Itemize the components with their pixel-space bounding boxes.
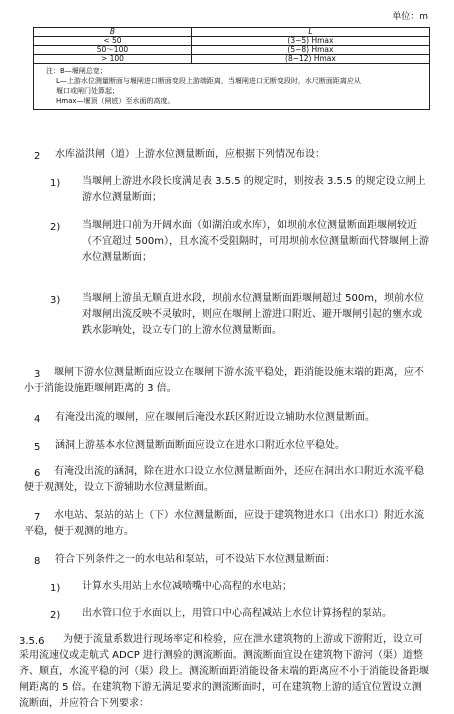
item-8-2: 出水管口位于水面以上，用管口中心高程减站上水位计算扬程的泵站。 <box>82 608 392 619</box>
row1-b: < 50 <box>34 37 192 46</box>
para-7: 水电站、泵站的站上（下）水位测量断面，应设于建筑物进水口（出水口）附近水流平稳，便于观测的地方。 <box>24 510 424 537</box>
para-6-number: 6 <box>34 468 41 479</box>
unit-label: 单位：m <box>392 12 428 22</box>
item-8-2-number: 2) <box>50 610 61 621</box>
para-4-number: 4 <box>34 414 41 425</box>
item-2-1-number: 1) <box>50 178 61 189</box>
note-l: L—上游水位测量断面与堰闸进口断面变段上游端距离，当堰闸进口无断变段时，水尺断面距离应从 <box>56 77 361 85</box>
header-b: B <box>34 28 192 37</box>
row3-l: (8~12) Hmax <box>191 55 429 64</box>
table-notes <box>34 64 430 110</box>
para-2-number: 2 <box>34 151 41 162</box>
para-5: 涵洞上游基本水位测量断面断面应设立在进水口附近水位平稳处。 <box>55 440 345 451</box>
para-6: 有淹没出流的涵洞，除在进水口设立水位测量断面外，还应在洞出水口附近水流平稳便于观测处，设立下游辅助水位测量断面。 <box>24 466 424 493</box>
para-2: 水库溢洪闸（道）上游水位测量断面，应根据下列情况布设： <box>55 149 325 160</box>
note-b: 注：B—堰闸总宽； <box>46 67 107 75</box>
note-hmax: Hmax—堰顶（闸底）至水面的高度。 <box>56 97 175 105</box>
item-8-1: 计算水头用站上水位减喷嘴中心高程的水电站； <box>82 581 292 592</box>
item-8-1-number: 1) <box>50 583 61 594</box>
row1-l: (3~5) Hmax <box>191 37 429 46</box>
section-3-5-6: 为便于流量系数进行现场率定和检验，应在泄水建筑物的上游或下游附近，设立可采用流速仪或走航式 ADCP 进行测验的测流断面。测流断面宜设在建筑物下游河（渠）道整齐、顺直，水流平稳的河（渠）段上。测流断面距消能设备末端的距离应不小于消能设备距堰闸距离的 5 倍。在建筑物下游无满足要求的测流断面时，可在建筑物上游的适宜位置设立测流断面，并应符合下列要求： <box>19 634 429 709</box>
item-2-3-number: 3) <box>50 295 61 306</box>
item-2-2: 当堰闸进口前为开阔水面（如湖泊或水库），如坝前水位测量断面距堰闸较近（不宜超过 500m），且水流不受阻隔时，可用坝前水位测量断面代替堰闸上游水位测量断面； <box>82 220 430 263</box>
length-table <box>33 27 430 110</box>
row2-b: 50～100 <box>34 46 192 55</box>
item-2-3: 当堰闸上游虽无顺直进水段，坝前水位测量断面距堰闸超过 500m，坝前水位对堰闸出流反映不灵敏时，则应在堰闸上游进口附近、避开堰闸引起的壅水或跌水影响处，设立专门的上游水位测量断面。 <box>82 293 425 336</box>
para-7-number: 7 <box>34 512 41 523</box>
para-4: 有淹没出流的堰闸，应在堰闸后淹没水跃区附近设立辅助水位测量断面。 <box>55 412 375 423</box>
section-3-5-6-number: 3.5.6 <box>19 636 45 647</box>
row3-b: > 100 <box>34 55 192 64</box>
note-l-cont: 堰口或闸门处算起； <box>56 87 119 95</box>
header-l: L <box>191 28 429 37</box>
para-3: 堰闸下游水位测量断面应设立在堰闸下游水流平稳处，距消能设施末端的距离，应不小于消能设施距堰闸距离的 3 倍。 <box>24 367 424 394</box>
para-8-number: 8 <box>34 556 41 567</box>
item-2-1: 当堰闸上游进水段长度满足表 3.5.5 的规定时，则按表 3.5.5 的规定设立闸上游水位测量断面； <box>82 176 426 203</box>
para-3-number: 3 <box>34 369 41 380</box>
para-8: 符合下列条件之一的水电站和泵站，可不设站下水位测量断面： <box>55 554 335 565</box>
para-5-number: 5 <box>34 442 41 453</box>
item-2-2-number: 2) <box>50 222 61 233</box>
row2-l: (5~8) Hmax <box>191 46 429 55</box>
